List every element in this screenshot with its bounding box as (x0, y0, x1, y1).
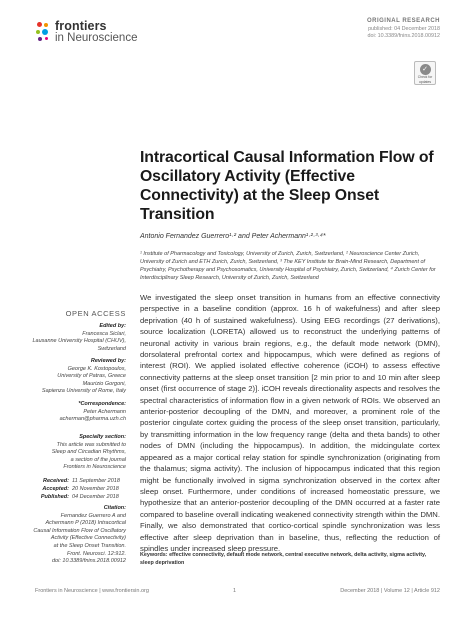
journal-logo (35, 20, 137, 44)
author-list: Antonio Fernandez Guerrero¹·² and Peter Achermann¹·²·³·⁴* (140, 233, 326, 240)
citation-doi[interactable]: doi: 10.3389/fnins.2018.00912 (51, 558, 126, 565)
article-type: ORIGINAL RESEARCH (366, 18, 440, 24)
editor-line: Francesca Siclari, (82, 330, 126, 337)
keywords-label: Keywords: (140, 552, 168, 558)
footer-volume: December 2018 | Volume 12 | Article 912 (340, 588, 440, 594)
abstract-text: We investigated the sleep onset transition in humans from an effective connectivity perspective in a baseline condition (approx. 16 h of wakefulness) and after sleep deprivation (40 h of sustained wakefulness). Using EEG recordings (27 derivations), source localization (LORETA) allowed us to reconstruct the underlying patterns of neuronal activity in various brain regions, e.g., the default mode network (DMN), dorsolateral prefrontal cortex and hippocampus, which were defined as regions of interest (ROI). We applied isolated effective coherence (iCOH) to assess effective connectivity patterns at the sleep onset transition [2 min prior to and 10 min after sleep onset (first occurrence of stage 2)]. iCOH reveals directionality aspects and resolves the spectral characteristics of information flow in a given network of ROIs. We observed an anterior-posterior decoupling of the DMN, and moreover, a prominent role of the posterior cingulate cortex guiding the process of the sleep onset transition, particularly, by transmitting information in the low frequency range (delta and theta bands) to other nodes of DMN (including the hippocampus). In addition, the midcingulate cortex appeared as a major cortical relay station for spindle synchronization (originating from the thalamus; sigma activity). The inclusion of hippocampus indicated that this region might be functionally involved in sigma synchronization observed in the cortex after sleep onset. Furthermore, under conditions of increased homeostatic pressure, we hypothesize that an anterior-posterior decoupling of the DMN occurred at a faster rate compared to baseline overall indicating weakened connectivity strength within the DMN. Finally, we also demonstrated that cortico-cortical spindle synchronization was less effective after sleep deprivation than in baseline, thus, reflecting the reduction of spindles under increased sleep pressure. (140, 293, 440, 553)
citation-label: Citation: (103, 505, 126, 511)
frontiers-logo-icon (35, 20, 51, 44)
date-label: Received: (43, 478, 69, 484)
specialty-line: Frontiers in Neuroscience (63, 464, 126, 471)
affiliations: ¹ Institute of Pharmacology and Toxicology, University of Zurich, Zurich, Switzerland, ² Neuroscience Center Zurich, University of Zurich and ETH Zurich, Zurich, Switzerland, ³ The KEY Institute for Brain-Mind Research, Department of Psychiatry, Psychotherapy and Psychosomatics, University Hospital of Psychiatry, Zurich, Switzerland, ⁴ Zurich Center for Interdisciplinary Sleep Research, University of Zurich, Zurich, Switzerland (140, 251, 436, 281)
specialty-section (14, 434, 126, 472)
keywords-list: effective connectivity, default mode network, central executive network, delta activity, sigma activity, sleep deprivation (140, 552, 427, 566)
check-mark-icon: ✓ (420, 64, 431, 75)
editor-line: Switzerland (97, 345, 126, 352)
date-label: Published: (40, 494, 69, 500)
date-value: 04 December 2018 (72, 494, 119, 500)
specialty-label: Specialty section: (79, 434, 126, 440)
correspondent-email[interactable]: acherman@pharma.uzh.ch (59, 416, 126, 423)
correspondence-section (14, 401, 126, 424)
specialty-line: This article was submitted to (56, 441, 126, 448)
open-access-label: OPEN ACCESS (65, 309, 126, 318)
reviewed-by-label: Reviewed by: (90, 358, 126, 364)
citation-section (14, 505, 126, 566)
date-value: 20 November 2018 (72, 486, 119, 492)
footer-journal[interactable]: Frontiers in Neuroscience | www.frontiersin.org (35, 588, 149, 594)
keywords (140, 551, 440, 567)
specialty-line: a section of the journal (70, 456, 126, 463)
citation-line: Front. Neurosci. 12:912. (66, 550, 126, 557)
date-row-accepted (14, 485, 126, 493)
published-date: published: 04 December 2018 (368, 25, 440, 32)
citation-line: Activity (Effective Connectivity) (50, 535, 126, 542)
citation-line: Fernandez Guerrero A and (60, 512, 126, 519)
check-for-updates-badge[interactable] (414, 61, 436, 85)
specialty-line: Sleep and Circadian Rhythms, (51, 449, 126, 456)
edited-by-section (14, 323, 126, 353)
citation-line: at the Sleep Onset Transition. (53, 542, 126, 549)
badge-label-2: updates (418, 79, 432, 84)
reviewer-line: Sapienza University of Rome, Italy (41, 388, 126, 395)
journal-name: in Neuroscience (55, 32, 138, 44)
reviewer-line: George K. Kostopoulos, (67, 365, 126, 372)
date-row-received (14, 477, 126, 485)
reviewer-line: Maurizio Gorgoni, (82, 380, 126, 387)
edited-by-label: Edited by: (99, 323, 126, 329)
reviewer-line: University of Patras, Greece (57, 373, 126, 380)
article-doi[interactable]: doi: 10.3389/fnins.2018.00912 (367, 33, 440, 40)
date-row-published (14, 493, 126, 501)
editor-line: Lausanne University Hospital (CHUV), (32, 338, 126, 345)
correspondent-name: Peter Achermann (83, 408, 126, 415)
correspondence-label: *Correspondence: (78, 401, 126, 407)
reviewed-by-section (14, 358, 126, 396)
brand-name: frontiers (55, 19, 107, 33)
citation-line: Causal Information Flow of Oscillatory (33, 527, 126, 534)
dates-section (14, 477, 126, 501)
date-value: 11 September 2018 (72, 478, 120, 484)
citation-line: Achermann P (2018) Intracortical (45, 520, 126, 527)
page-number: 1 (233, 588, 237, 594)
article-title: Intracortical Causal Information Flow of Oscillatory Activity (Effective Connectivity) at the Sleep Onset Transition (140, 149, 434, 223)
date-label: Accepted: (42, 486, 69, 492)
article-meta (367, 18, 440, 41)
badge-label-1: Check for (417, 75, 433, 79)
